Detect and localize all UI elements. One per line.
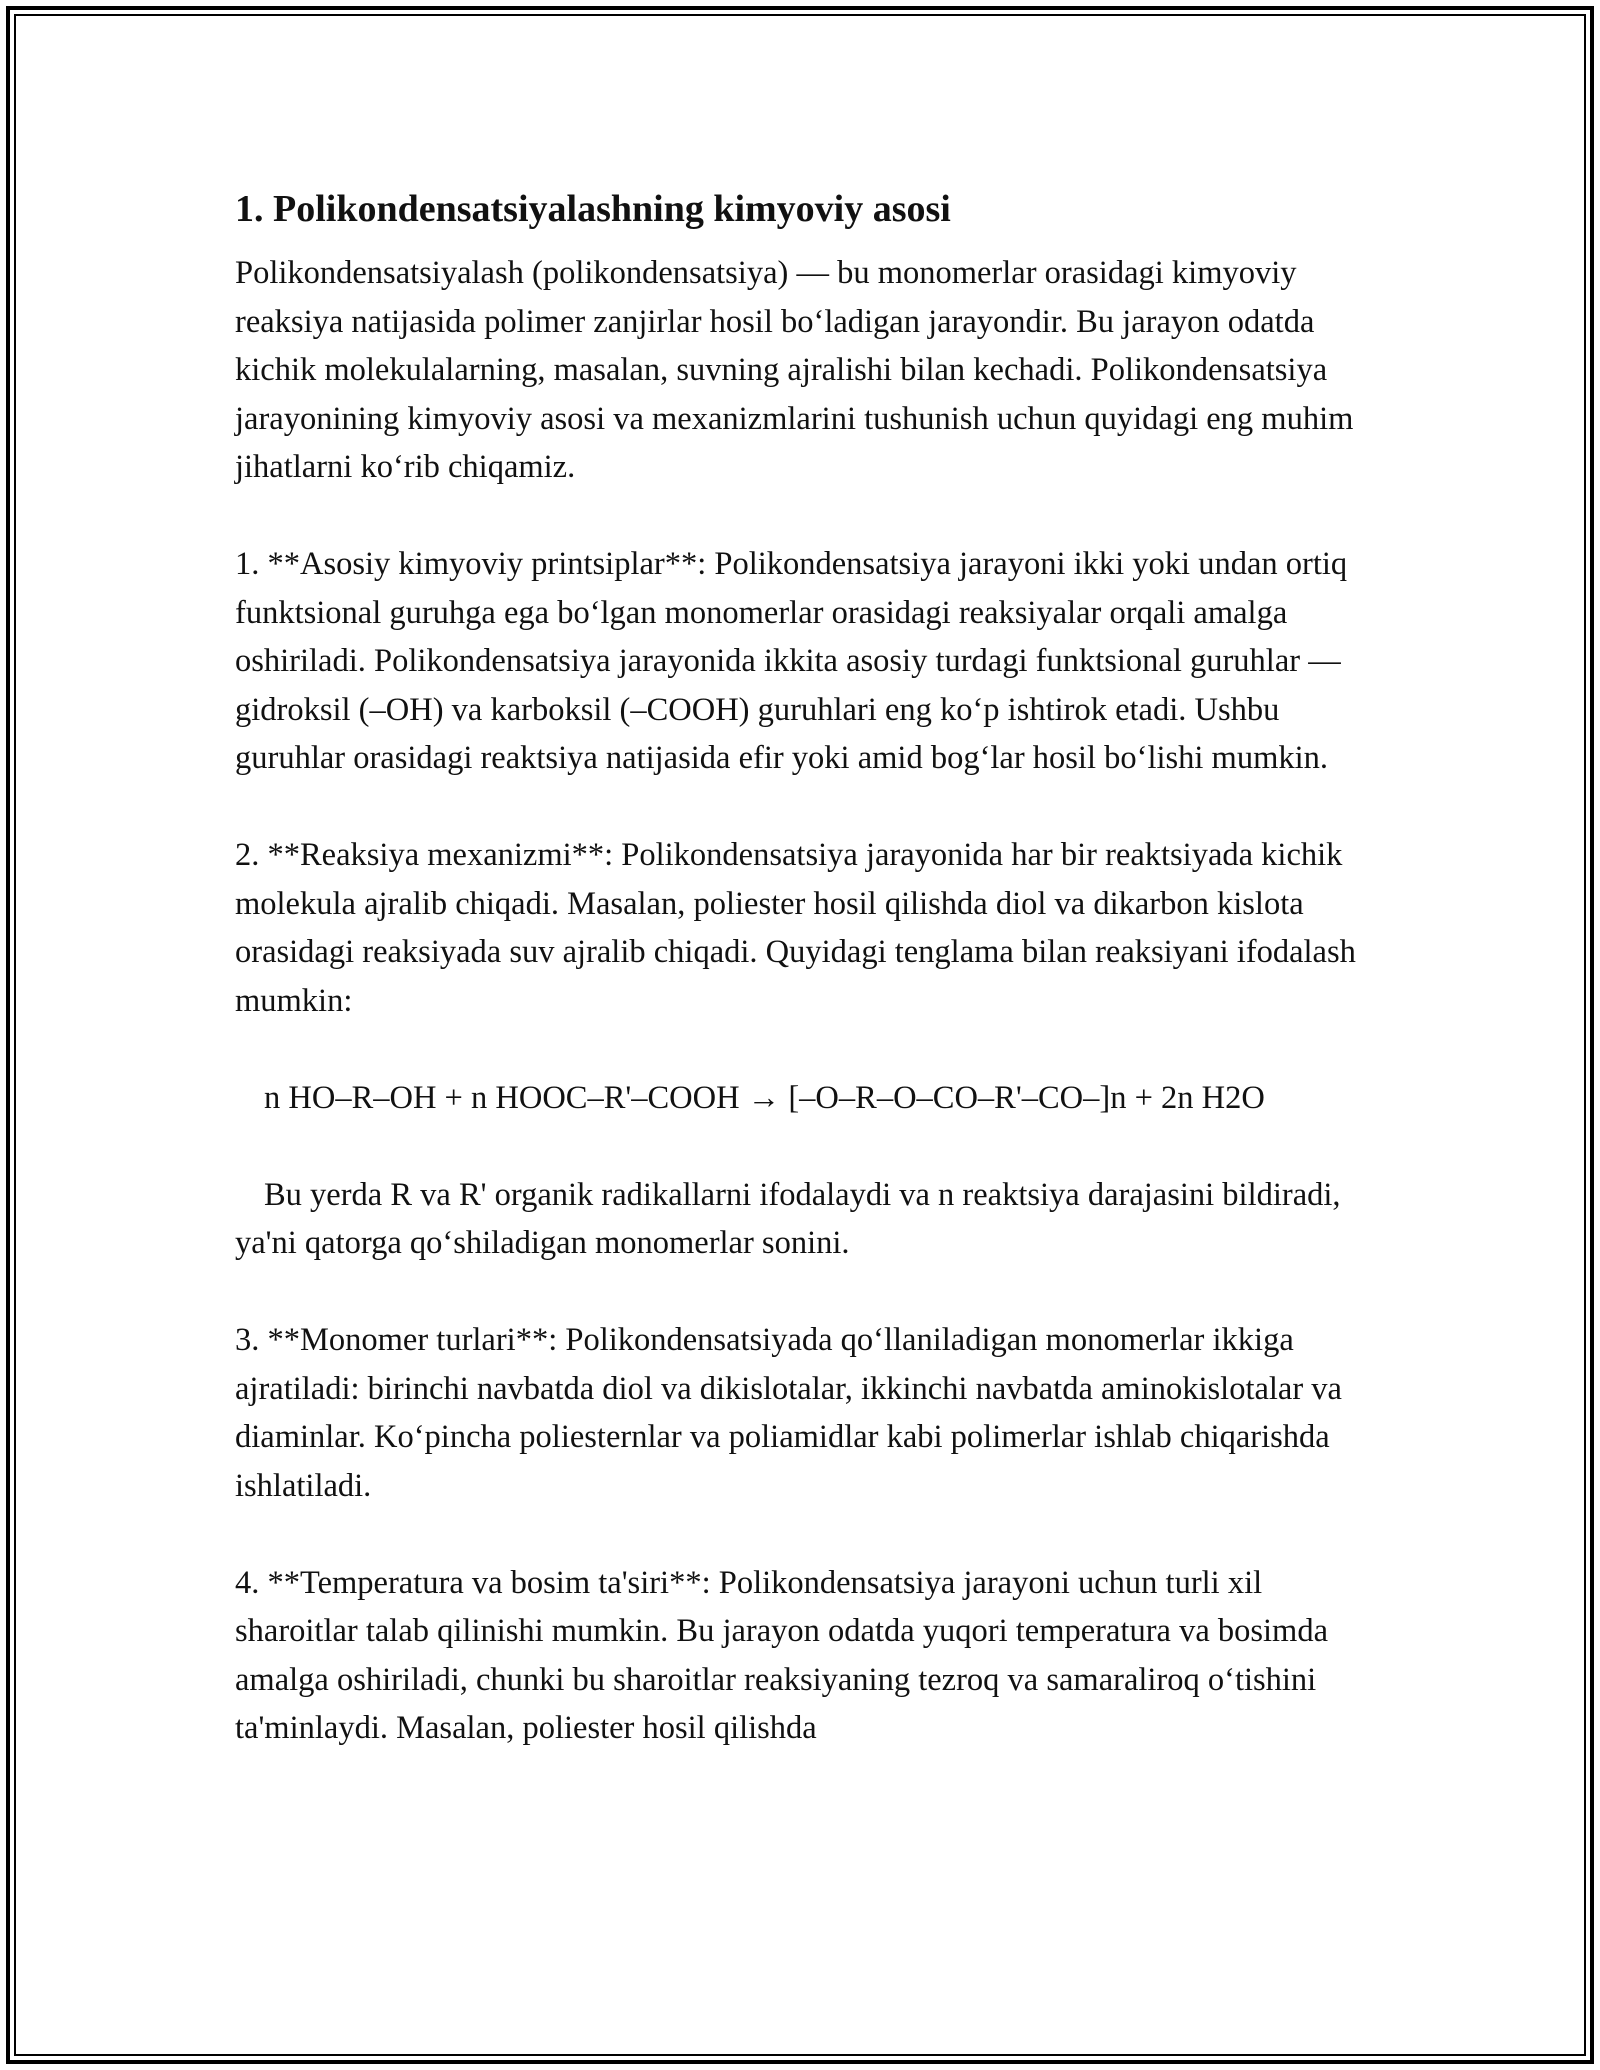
point-3-paragraph: 3. **Monomer turlari**: Polikondensatsiyada qo‘llaniladigan monomerlar ikkiga ajratiladi: birinchi navbatda diol va dikislotalar, ikkinchi navbatda aminokislotalar va diaminlar. Ko‘pincha poliesternlar va poliamidlar kabi polimerlar ishlab chiqarishda ishlatiladi. <box>235 1322 1342 1504</box>
document-body <box>235 185 1375 1801</box>
section-heading: 1. Polikondensatsiyalashning kimyoviy asosi <box>235 188 951 230</box>
point-4-paragraph: 4. **Temperatura va bosim ta'siri**: Polikondensatsiya jarayoni uchun turli xil sharoitlar talab qilinishi mumkin. Bu jarayon odatda yuqori temperatura va bosimda amalga oshiriladi, chunki bu sharoitlar reaksiyaning tezroq va samaraliroq o‘tishini ta'minlaydi. Masalan, poliester hosil qilishda <box>235 1564 1329 1746</box>
point-2-paragraph: 2. **Reaksiya mexanizmi**: Polikondensatsiya jarayonida har bir reaktsiyada kichik molekula ajralib chiqadi. Masalan, poliester hosil qilishda diol va dikarbon kislota orasidagi reaksiyada suv ajralib chiqadi. Quyidagi tenglama bilan reaksiyani ifodalash mumkin: <box>235 837 1356 1019</box>
equation-explanation: Bu yerda R va R' organik radikallarni ifodalaydi va n reaktsiya darajasini bildiradi, ya'ni qatorga qo‘shiladigan monomerlar sonini. <box>235 1176 1341 1261</box>
intro-paragraph: Polikondensatsiyalash (polikondensatsiya) — bu monomerlar orasidagi kimyoviy reaksiya natijasida polimer zanjirlar hosil bo‘ladigan jarayondir. Bu jarayon odatda kichik molekulalarning, masalan, suvning ajralishi bilan kechadi. Polikondensatsiya jarayonining kimyoviy asosi va mexanizmlarini tushunish uchun quyidagi eng muhim jihatlarni ko‘rib chiqamiz. <box>235 255 1354 485</box>
reaction-equation: n HO–R–OH + n HOOC–R'–COOH → [–O–R–O–CO–R'–CO–]n + 2n H2O <box>264 1079 1265 1116</box>
point-1-paragraph: 1. **Asosiy kimyoviy printsiplar**: Polikondensatsiya jarayoni ikki yoki undan ortiq funktsional guruhga ega bo‘lgan monomerlar orasidagi reaksiyalar orqali amalga oshiriladi. Polikondensatsiya jarayonida ikkita asosiy turdagi funktsional guruhlar — gidroksil (–OH) va karboksil (–COOH) guruhlari eng ko‘p ishtirok etadi. Ushbu guruhlar orasidagi reaktsiya natijasida efir yoki amid bog‘lar hosil bo‘lishi mumkin. <box>235 546 1348 776</box>
